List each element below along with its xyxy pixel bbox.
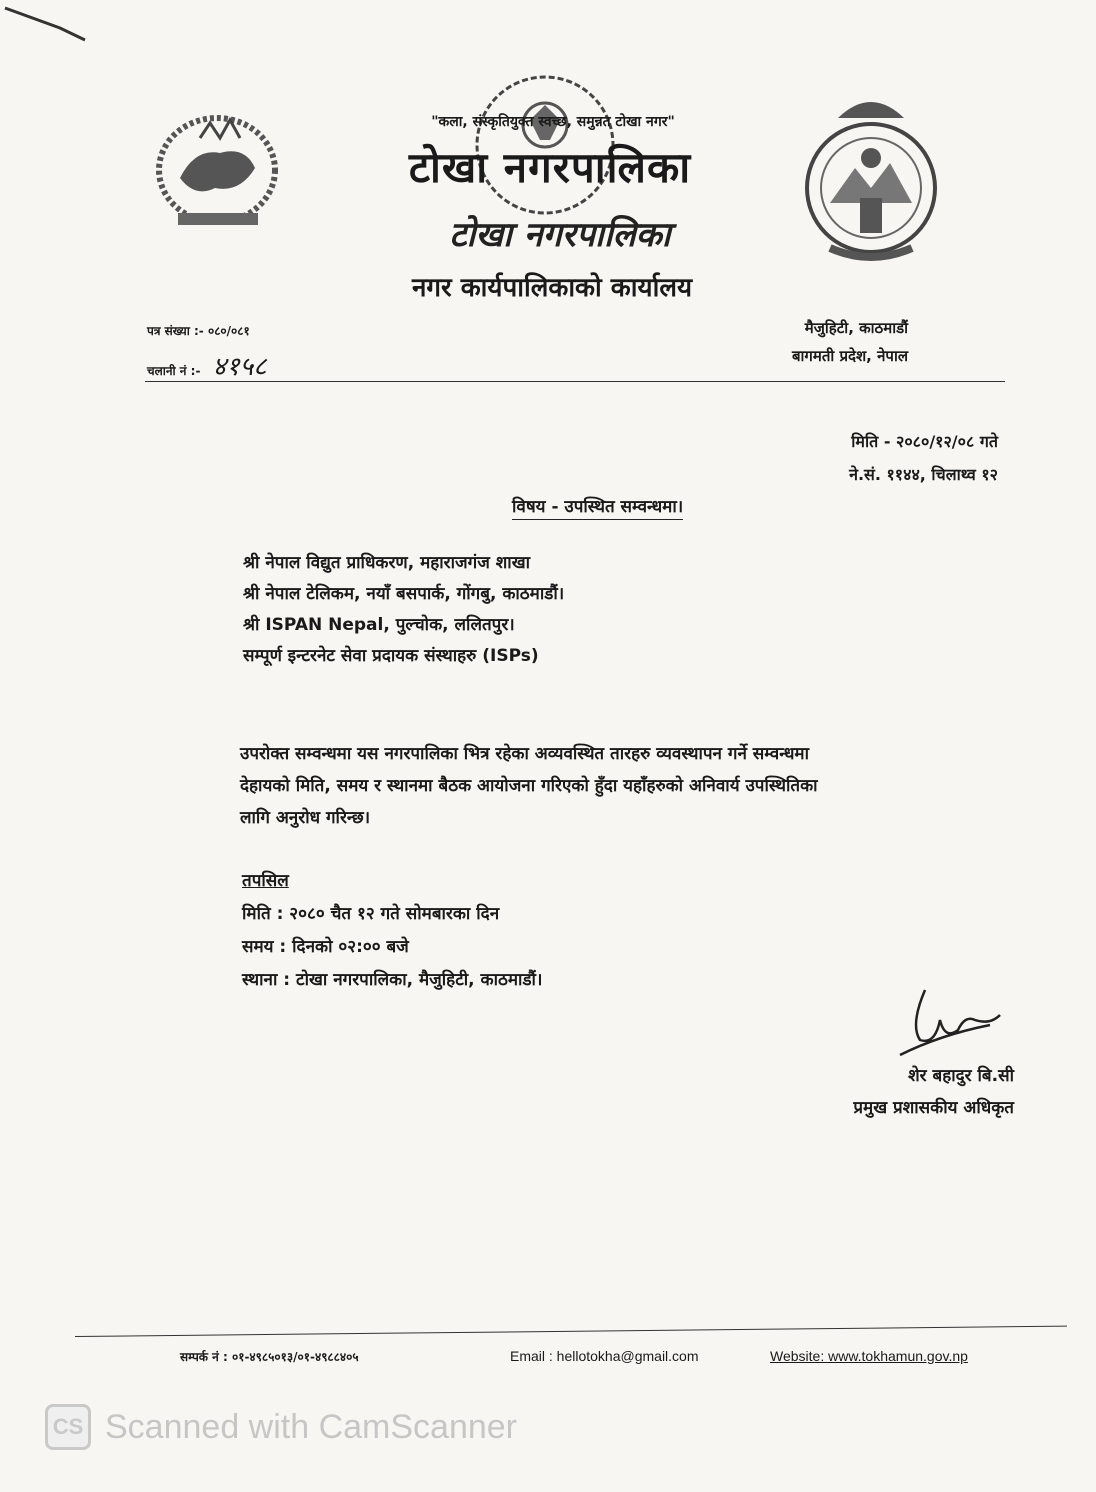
- recipient-item: श्री ISPAN Nepal, पुल्चोक, ललितपुर।: [243, 615, 515, 635]
- recipient-item: श्री नेपाल टेलिकम, नयाँ बसपार्क, गोंगबु, काठमाडौं।: [243, 584, 565, 604]
- body-line: लागि अनुरोध गरिन्छ।: [240, 808, 371, 828]
- handwritten-signature: [880, 985, 1010, 1070]
- meeting-date: मिति : २०८० चैत १२ गते सोमबारका दिन: [242, 904, 500, 924]
- dispatch-number-row: [147, 347, 267, 383]
- contact-phone: सम्पर्क नं : ०१-४९८५०१३/०१-४९८८४०५: [180, 1350, 359, 1364]
- recipient-list: [243, 548, 564, 672]
- municipality-slogan: "कला, संस्कृतियुक्त स्वच्छ, समुन्नत टोखा नगर": [431, 114, 675, 130]
- office-name: नगर कार्यपालिकाको कार्यालय: [411, 273, 693, 303]
- nepal-sambat-date-line: ने.सं. ११४४, चिलाथ्व १२: [849, 465, 998, 484]
- header-divider: [145, 381, 1005, 382]
- date-block: [849, 425, 998, 491]
- nepal-emblem-icon: [150, 108, 285, 233]
- meeting-place: स्थाना : टोखा नगरपालिका, मैजुहिटी, काठमाडौं।: [242, 970, 543, 990]
- signatory-name: शेर बहादुर बि.सी: [908, 1066, 1014, 1086]
- body-line: देहायको मिति, समय र स्थानमा बैठक आयोजना गरिएको हुँदा यहाँहरुको अनिवार्य उपस्थितिका: [240, 776, 818, 796]
- recipient-item: श्री नेपाल विद्युत प्राधिकरण, महाराजगंज शाखा: [243, 553, 531, 573]
- camscanner-logo-icon: CS: [45, 1404, 91, 1450]
- body-line: उपरोक्त सम्वन्धमा यस नगरपालिका भित्र रहेका अव्यवस्थित तारहरु व्यवस्थापन गर्ने सम्वन्धमा: [240, 744, 809, 764]
- meeting-time: समय : दिनको ०२:०० बजे: [242, 937, 409, 957]
- date-line: मिति - २०८०/१२/०८ गते: [851, 432, 998, 451]
- footer-divider: [75, 1326, 1067, 1337]
- municipality-stamp-name: टोखा नगरपालिका: [449, 215, 671, 255]
- dispatch-number-value: ४१५८: [212, 352, 267, 382]
- details-heading: तपसिल: [242, 871, 289, 891]
- address-line-2: बागमती प्रदेश, नेपाल: [791, 347, 908, 365]
- letter-subject: विषय - उपस्थित सम्वन्धमा।: [512, 494, 683, 520]
- letter-body: [240, 738, 980, 834]
- camscanner-watermark-text: Scanned with CamScanner: [105, 1407, 518, 1446]
- signatory-block: [853, 1060, 1014, 1124]
- signatory-title: प्रमुख प्रशासकीय अधिकृत: [853, 1098, 1014, 1118]
- address-line-1: मैजुहिटी, काठमाडौं: [804, 319, 908, 337]
- meeting-details: [242, 865, 542, 997]
- website-link[interactable]: Website: www.tokhamun.gov.np: [770, 1348, 968, 1364]
- recipient-item: सम्पूर्ण इन्टरनेट सेवा प्रदायक संस्थाहरु (ISPs): [243, 646, 539, 666]
- dispatch-number-label: चलानी नं :-: [147, 364, 201, 378]
- scan-mark: [0, 0, 90, 45]
- municipality-logo-icon: [800, 88, 942, 266]
- municipality-name: टोखा नगरपालिका: [408, 143, 692, 192]
- camscanner-watermark: [45, 1404, 517, 1450]
- contact-email: Email : hellotokha@gmail.com: [510, 1348, 699, 1364]
- letter-reference-number: पत्र संख्या :- ०८०/०८१: [147, 324, 250, 338]
